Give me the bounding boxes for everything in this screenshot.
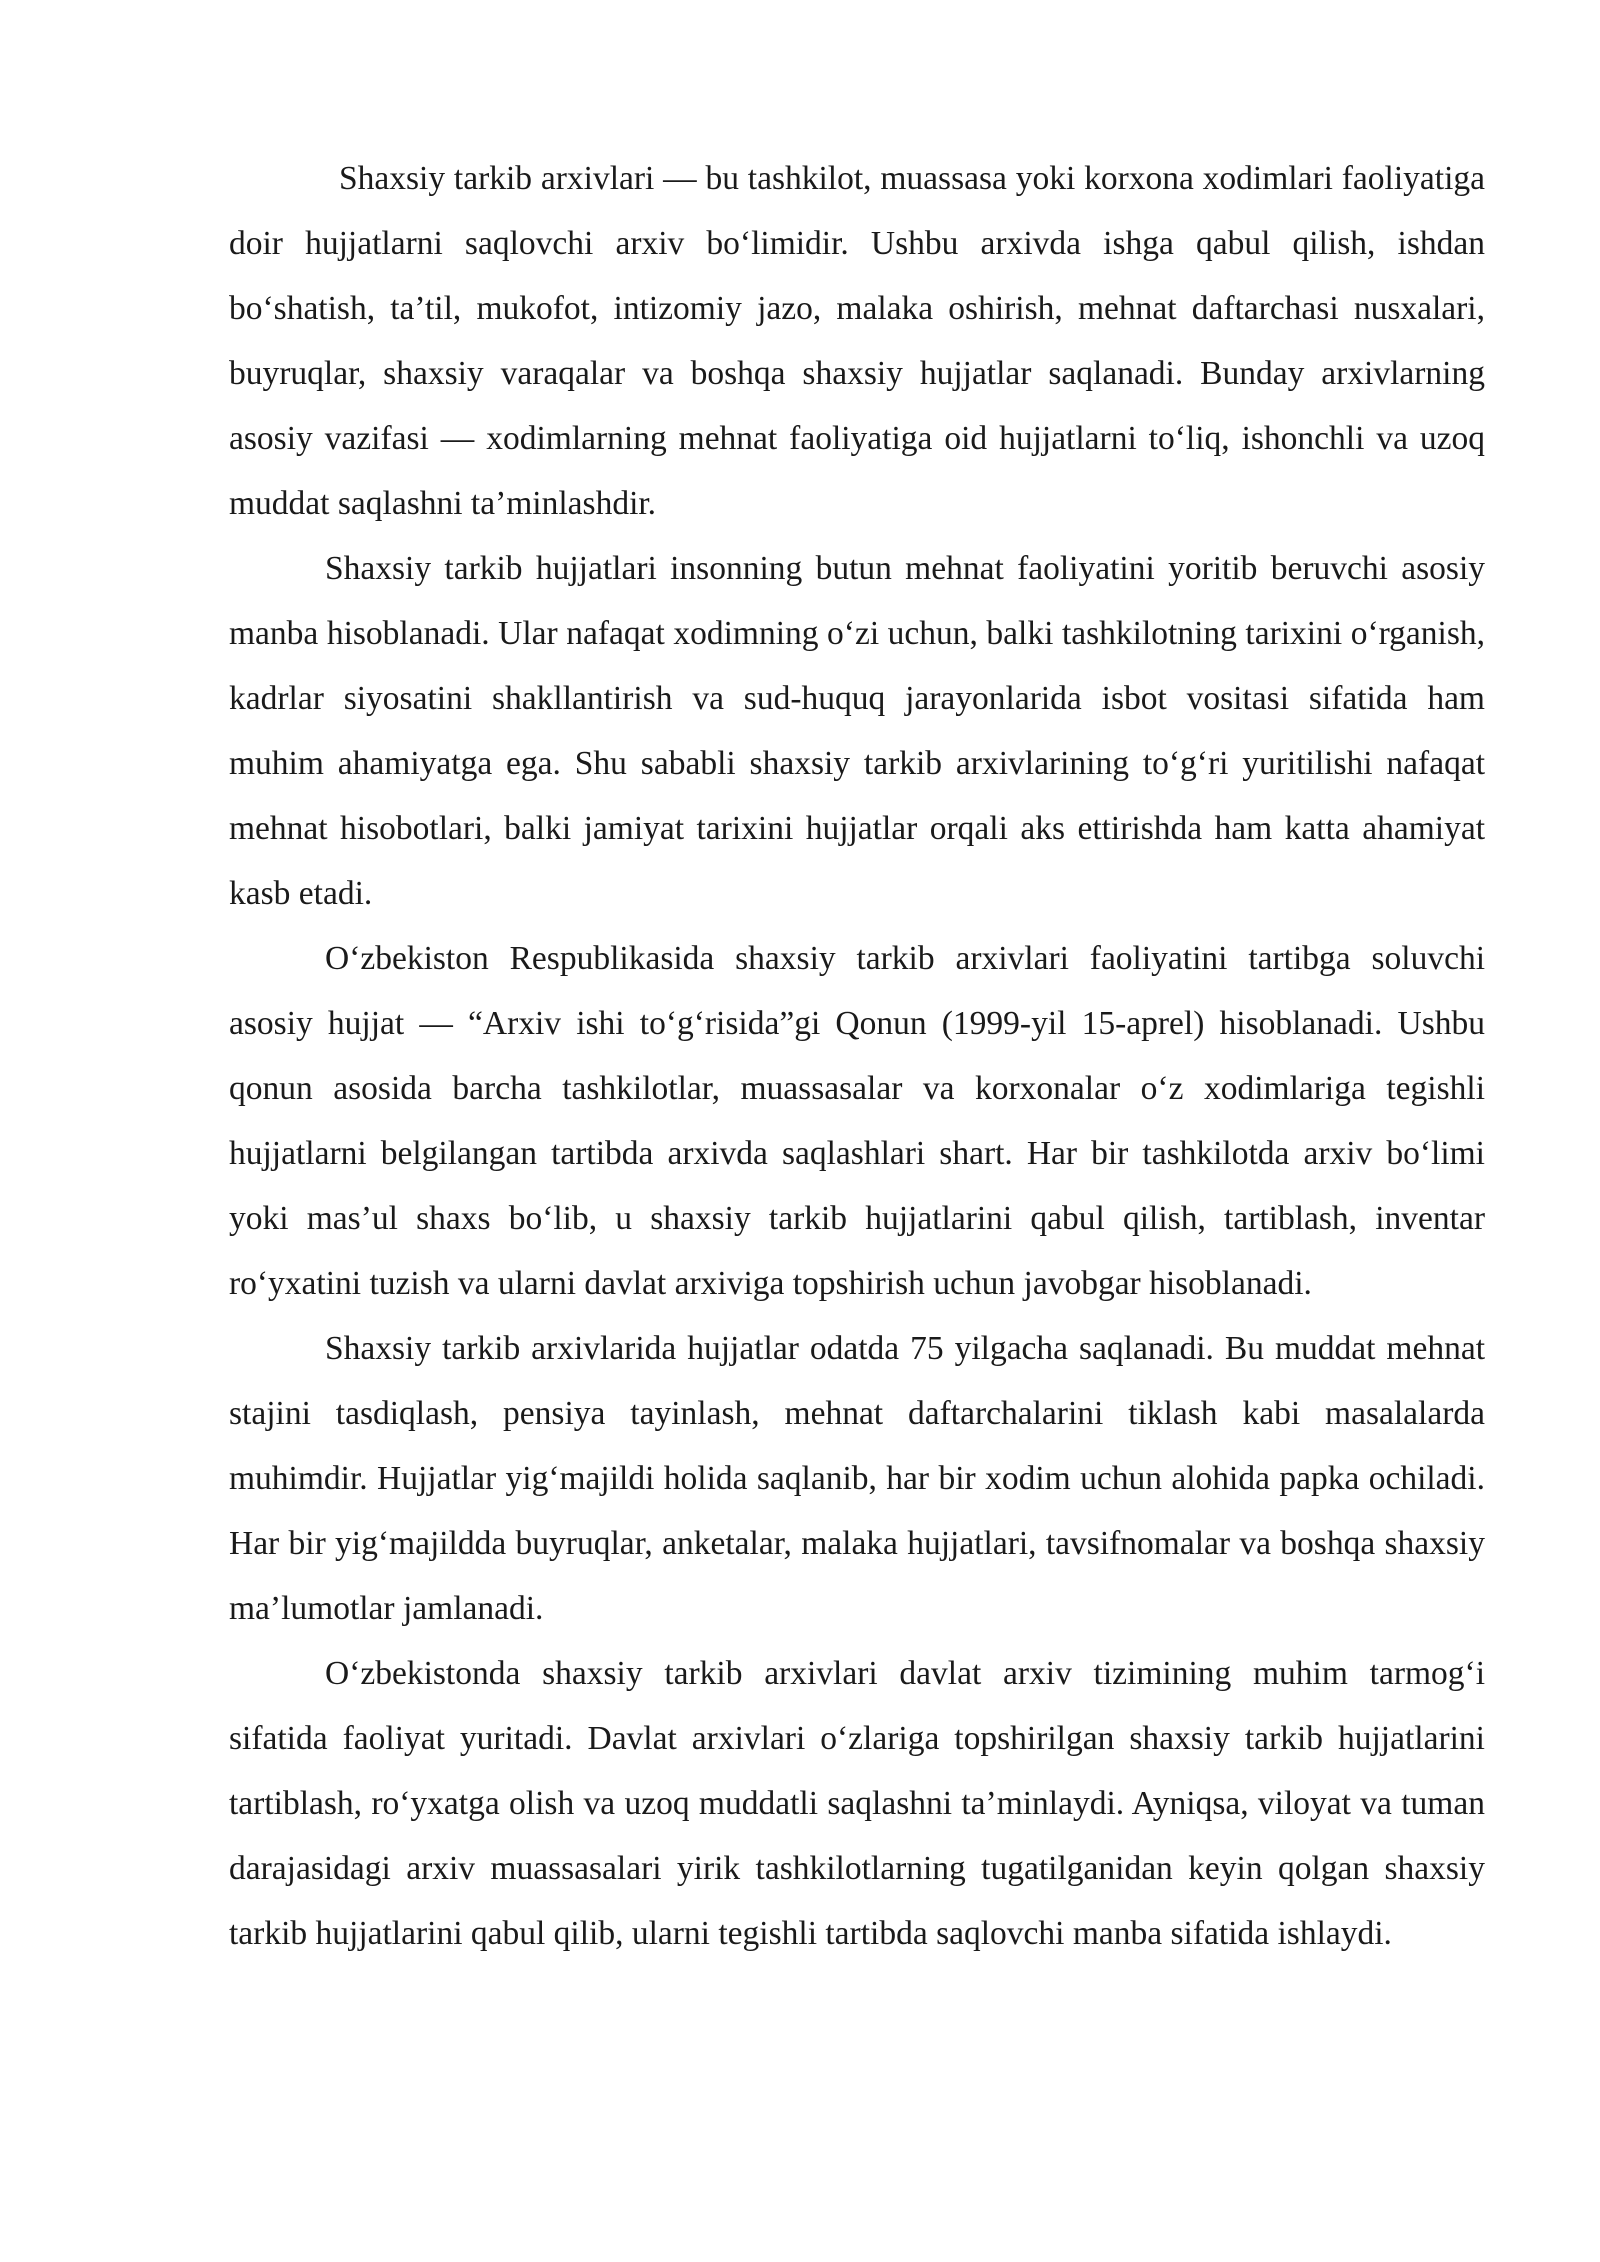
paragraph-5: O‘zbekistonda shaxsiy tarkib arxivlari davlat arxiv tizimining muhim tarmog‘i sifatida faoliyat yuritadi. Davlat arxivlari o‘zlariga topshirilgan shaxsiy tarkib hujjatlarini tartiblash, ro‘yxatga olish va uzoq muddatli saqlashni ta’minlaydi. Ayniqsa, viloyat va tuman darajasidagi arxiv muassasalari yirik tashkilotlarning tugatilganidan keyin qolgan shaxsiy tarkib hujjatlarini qabul qilib, ularni tegishli tartibda saqlovchi manba sifatida ishlaydi. (229, 1655, 1485, 1952)
paragraph-3: O‘zbekiston Respublikasida shaxsiy tarkib arxivlari faoliyatini tartibga soluvchi asosiy hujjat — “Arxiv ishi to‘g‘risida”gi Qonun (1999-yil 15-aprel) hisoblanadi. Ushbu qonun asosida barcha tashkilotlar, muassasalar va korxonalar o‘z xodimlariga tegishli hujjatlarni belgilangan tartibda arxivda saqlashlari shart. Har bir tashkilotda arxiv bo‘limi yoki mas’ul shaxs bo‘lib, u shaxsiy tarkib hujjatlarini qabul qilish, tartiblash, inventar ro‘yxatini tuzish va ularni davlat arxiviga topshirish uchun javobgar hisoblanadi. (229, 940, 1485, 1302)
paragraph-1: Shaxsiy tarkib arxivlari — bu tashkilot, muassasa yoki korxona xodimlari faoliyatiga doir hujjatlarni saqlovchi arxiv bo‘limidir. Ushbu arxivda ishga qabul qilish, ishdan bo‘shatish, ta’til, mukofot, intizomiy jazo, malaka oshirish, mehnat daftarchasi nusxalari, buyruqlar, shaxsiy varaqalar va boshqa shaxsiy hujjatlar saqlanadi. Bunday arxivlarning asosiy vazifasi — xodimlarning mehnat faoliyatiga oid hujjatlarni to‘liq, ishonchli va uzoq muddat saqlashni ta’minlashdir. (229, 160, 1485, 522)
paragraph-4: Shaxsiy tarkib arxivlarida hujjatlar odatda 75 yilgacha saqlanadi. Bu muddat mehnat stajini tasdiqlash, pensiya tayinlash, mehnat daftarchalarini tiklash kabi masalalarda muhimdir. Hujjatlar yig‘majildi holida saqlanib, har bir xodim uchun alohida papka ochiladi. Har bir yig‘majildda buyruqlar, anketalar, malaka hujjatlari, tavsifnomalar va boshqa shaxsiy ma’lumotlar jamlanadi. (229, 1330, 1485, 1627)
paragraph-2: Shaxsiy tarkib hujjatlari insonning butun mehnat faoliyatini yoritib beruvchi asosiy manba hisoblanadi. Ular nafaqat xodimning o‘zi uchun, balki tashkilotning tarixini o‘rganish, kadrlar siyosatini shakllantirish va sud-huquq jarayonlarida isbot vositasi sifatida ham muhim ahamiyatga ega. Shu sababli shaxsiy tarkib arxivlarining to‘g‘ri yuritilishi nafaqat mehnat hisobotlari, balki jamiyat tarixini hujjatlar orqali aks ettirishda ham katta ahamiyat kasb etadi. (229, 550, 1485, 912)
document-body (229, 146, 1485, 1966)
